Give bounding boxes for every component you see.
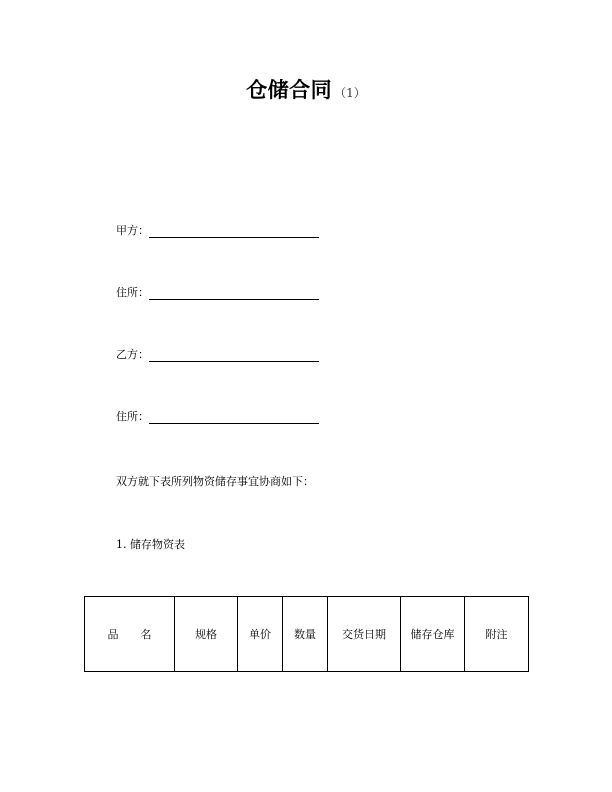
- title-suffix: （1）: [334, 86, 366, 100]
- party-a-address-blank-line[interactable]: [149, 286, 319, 300]
- storage-goods-table: [84, 596, 529, 672]
- header-storage-warehouse: 储存仓库: [401, 597, 465, 672]
- header-quantity: 数量: [283, 597, 328, 672]
- party-b-blank-line[interactable]: [149, 348, 319, 362]
- header-delivery-date: 交货日期: [328, 597, 401, 672]
- document-title: [0, 74, 612, 104]
- party-a-address-field: [116, 284, 319, 300]
- party-b-address-field: [116, 408, 319, 424]
- title-main: 仓储合同: [246, 78, 333, 102]
- party-b-address-blank-line[interactable]: [149, 410, 319, 424]
- party-a-address-label: 住所：: [116, 286, 149, 299]
- header-specification: 规格: [175, 597, 238, 672]
- header-unit-price: 单价: [238, 597, 283, 672]
- table-header-row: [85, 597, 529, 672]
- party-b-field: [116, 346, 319, 362]
- party-a-blank-line[interactable]: [149, 224, 319, 238]
- section-1-heading: 1. 储存物资表: [116, 538, 185, 551]
- party-a-field: [116, 222, 319, 238]
- party-b-address-label: 住所：: [116, 410, 149, 423]
- intro-paragraph: 双方就下表所列物资储存事宜协商如下：: [116, 475, 314, 488]
- party-b-label: 乙方：: [116, 348, 149, 361]
- header-remarks: 附注: [465, 597, 529, 672]
- party-a-label: 甲方：: [116, 224, 149, 237]
- header-product-name: 品 名: [85, 597, 175, 672]
